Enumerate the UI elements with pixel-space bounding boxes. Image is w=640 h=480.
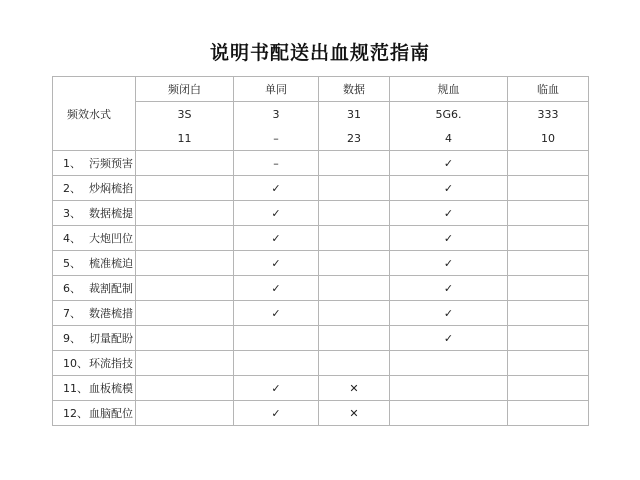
- check-mark-icon: ✓: [234, 301, 319, 326]
- row-label: [53, 326, 136, 351]
- row-label-text: 污频预害: [89, 157, 133, 170]
- table-row: [53, 176, 589, 201]
- table-cell: [508, 326, 589, 351]
- subheader-cell: 333: [508, 102, 589, 127]
- row-label: [53, 251, 136, 276]
- table-cell: [136, 301, 234, 326]
- check-mark-icon: ✓: [390, 301, 508, 326]
- row-label-text: 血脑配位: [89, 407, 133, 420]
- row-label: [53, 376, 136, 401]
- row-label-text: 裁割配制: [89, 282, 133, 295]
- row-number: 10、: [63, 357, 88, 370]
- check-mark-icon: ✓: [390, 151, 508, 176]
- row-label: [53, 351, 136, 376]
- table-row: [53, 351, 589, 376]
- table-row: [53, 201, 589, 226]
- table-row: [53, 276, 589, 301]
- table-cell: [136, 176, 234, 201]
- row-number: 11、: [63, 382, 88, 395]
- row-number: 9、: [63, 332, 81, 345]
- row-number: 3、: [63, 207, 81, 220]
- dash-mark: –: [234, 151, 319, 176]
- check-mark-icon: ✓: [390, 251, 508, 276]
- column-header: 单同: [234, 77, 319, 102]
- row-label-text: 血板梳模: [89, 382, 133, 395]
- header-row: [53, 77, 589, 102]
- row-label-text: 数港梳措: [89, 307, 133, 320]
- cross-mark-icon: ✕: [319, 376, 390, 401]
- table-cell: [508, 226, 589, 251]
- table-cell: [319, 176, 390, 201]
- check-mark-icon: ✓: [234, 376, 319, 401]
- subheader-cell: 4: [390, 126, 508, 151]
- page-title: 说明书配送出血规范指南: [209, 42, 430, 64]
- table-cell: [136, 201, 234, 226]
- table-cell: [390, 401, 508, 426]
- spec-table: [52, 76, 589, 426]
- row-label: [53, 401, 136, 426]
- table-cell: [508, 251, 589, 276]
- subheader-cell: 23: [319, 126, 390, 151]
- table-cell: [136, 401, 234, 426]
- table-cell: [136, 376, 234, 401]
- row-label-text: 大炮凹位: [89, 232, 133, 245]
- check-mark-icon: ✓: [390, 226, 508, 251]
- table-cell: [508, 401, 589, 426]
- check-mark-icon: ✓: [390, 276, 508, 301]
- column-header: 临血: [508, 77, 589, 102]
- table-row: [53, 226, 589, 251]
- subheader-cell: –: [234, 126, 319, 151]
- cross-mark-icon: ✕: [319, 401, 390, 426]
- table-cell: [508, 376, 589, 401]
- table-cell: [136, 351, 234, 376]
- table-cell: [136, 151, 234, 176]
- table-row: [53, 326, 589, 351]
- row-label: [53, 201, 136, 226]
- table-row: [53, 401, 589, 426]
- table-cell: [136, 226, 234, 251]
- table-cell: [319, 301, 390, 326]
- row-label-text: 切量配盼: [89, 332, 133, 345]
- row-label-header: 频效水式: [53, 77, 136, 151]
- row-number: 4、: [63, 232, 81, 245]
- table-row: [53, 376, 589, 401]
- table-row: [53, 251, 589, 276]
- table-cell: [508, 151, 589, 176]
- table-cell: [319, 201, 390, 226]
- table-cell: [508, 176, 589, 201]
- row-number: 5、: [63, 257, 81, 270]
- column-header: 频闭白: [136, 77, 234, 102]
- table-cell: [319, 151, 390, 176]
- row-label: [53, 176, 136, 201]
- subheader-cell: 3: [234, 102, 319, 127]
- table-cell: [319, 351, 390, 376]
- check-mark-icon: ✓: [234, 251, 319, 276]
- subheader-cell: 5G6.: [390, 102, 508, 127]
- row-label: [53, 276, 136, 301]
- subheader-cell: 31: [319, 102, 390, 127]
- check-mark-icon: ✓: [234, 401, 319, 426]
- row-number: 6、: [63, 282, 81, 295]
- table-cell: [319, 226, 390, 251]
- table-cell: [508, 201, 589, 226]
- check-mark-icon: ✓: [390, 326, 508, 351]
- row-number: 2、: [63, 182, 81, 195]
- subheader-cell: 11: [136, 126, 234, 151]
- table-cell: [508, 276, 589, 301]
- row-label: [53, 301, 136, 326]
- row-label: [53, 226, 136, 251]
- table-cell: [136, 326, 234, 351]
- table-cell: [508, 301, 589, 326]
- check-mark-icon: ✓: [234, 201, 319, 226]
- table-cell: [508, 351, 589, 376]
- row-number: 7、: [63, 307, 81, 320]
- table-cell: [136, 276, 234, 301]
- subheader-cell: 10: [508, 126, 589, 151]
- check-mark-icon: ✓: [390, 201, 508, 226]
- table-row: [53, 151, 589, 176]
- table-cell: [319, 251, 390, 276]
- table-cell: [234, 351, 319, 376]
- check-mark-icon: ✓: [234, 176, 319, 201]
- table-cell: [319, 326, 390, 351]
- table-cell: [390, 376, 508, 401]
- table-row: [53, 301, 589, 326]
- table-cell: [319, 276, 390, 301]
- row-label-text: 环流指技: [89, 357, 133, 370]
- row-number: 12、: [63, 407, 88, 420]
- table-cell: [136, 251, 234, 276]
- row-number: 1、: [63, 157, 81, 170]
- row-label-text: 数据梳提: [89, 207, 133, 220]
- column-header: 规血: [390, 77, 508, 102]
- subheader-cell: 3S: [136, 102, 234, 127]
- row-label-text: 梳准梳迫: [89, 257, 133, 270]
- row-label-text: 炒焖梳掐: [89, 182, 133, 195]
- check-mark-icon: ✓: [390, 176, 508, 201]
- row-label: [53, 151, 136, 176]
- check-mark-icon: ✓: [234, 226, 319, 251]
- table-cell: [234, 326, 319, 351]
- table-cell: [390, 351, 508, 376]
- column-header: 数据: [319, 77, 390, 102]
- check-mark-icon: ✓: [234, 276, 319, 301]
